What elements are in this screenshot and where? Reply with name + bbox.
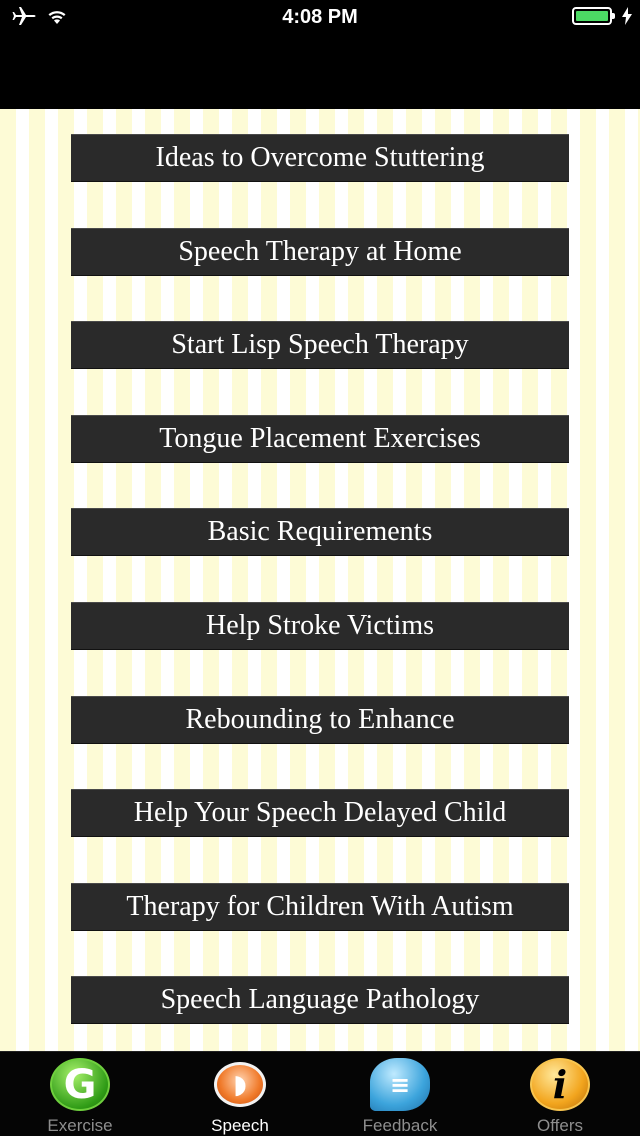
- status-bar: [0, 0, 640, 36]
- menu-item-delayed-child[interactable]: Help Your Speech Delayed Child: [71, 789, 569, 837]
- tab-feedback[interactable]: [320, 1052, 480, 1136]
- tab-speech[interactable]: [160, 1052, 320, 1136]
- menu-content[interactable]: [0, 109, 640, 1051]
- menu-item-rebounding[interactable]: Rebounding to Enhance: [71, 696, 569, 744]
- menu-item-language-pathology[interactable]: Speech Language Pathology: [71, 976, 569, 1024]
- status-right-icons: [572, 7, 632, 25]
- tab-feedback-label: Feedback: [362, 1116, 438, 1135]
- menu-item-tongue-placement[interactable]: Tongue Placement Exercises: [71, 415, 569, 463]
- tab-speech-label: Speech: [211, 1116, 269, 1135]
- feedback-icon: ≡: [370, 1058, 430, 1111]
- exercise-icon: G: [50, 1058, 110, 1111]
- menu-item-stuttering[interactable]: Ideas to Overcome Stuttering: [71, 134, 569, 182]
- tab-offers[interactable]: [480, 1052, 640, 1136]
- tab-offers-label: Offers: [537, 1116, 583, 1135]
- status-time: 4:08 PM: [282, 6, 358, 28]
- navigation-bar: [0, 36, 640, 109]
- battery-level: [576, 11, 608, 21]
- menu-item-therapy-at-home[interactable]: Speech Therapy at Home: [71, 228, 569, 276]
- menu-list: [71, 134, 569, 1051]
- tab-exercise[interactable]: [0, 1052, 160, 1136]
- speech-icon: ◗: [214, 1062, 266, 1107]
- menu-item-lisp-therapy[interactable]: Start Lisp Speech Therapy: [71, 321, 569, 369]
- tab-bar: [0, 1051, 640, 1136]
- battery-icon: [572, 7, 612, 25]
- menu-item-stroke-victims[interactable]: Help Stroke Victims: [71, 602, 569, 650]
- offers-icon: i: [530, 1058, 590, 1111]
- menu-item-autism[interactable]: Therapy for Children With Autism: [71, 883, 569, 931]
- menu-item-basic-requirements[interactable]: Basic Requirements: [71, 508, 569, 556]
- charging-icon: [622, 7, 632, 25]
- tab-exercise-label: Exercise: [47, 1116, 113, 1135]
